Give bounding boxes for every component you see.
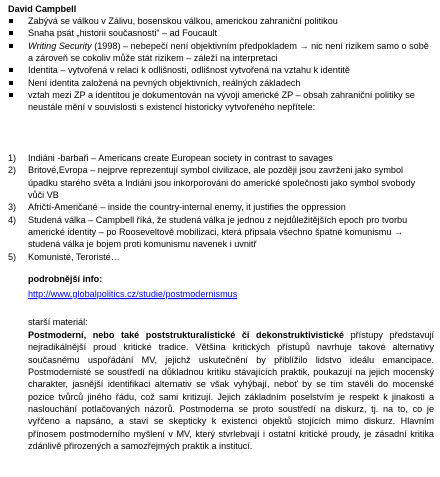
bullet-item	[8, 77, 433, 89]
author-heading: David Campbell	[8, 4, 77, 14]
bullet-text: (1998) – nebepečí není objektivním předpokladem → nic není rizikem samo o sobě a zároveň se cokoliv může stát rizikem – záleží na interpretaci	[28, 40, 429, 64]
numbered-item	[8, 201, 433, 213]
numbered-item	[8, 164, 433, 201]
more-info-label: podrobnější info:	[28, 274, 103, 284]
bullet-icon	[9, 81, 13, 85]
item-text: Afričtí-Američané – inside the country-internal enemy, it justifies the oppression	[28, 202, 346, 213]
item-number: 5)	[8, 251, 17, 262]
bullet-list	[8, 15, 433, 114]
bullet-item	[8, 27, 433, 39]
item-number: 4)	[8, 214, 17, 225]
older-material-label: starší materiál:	[28, 317, 88, 327]
bullet-icon	[9, 19, 13, 23]
paragraph-lead: Postmoderní, nebo také poststrukturalistické či dekonstruktivistické	[28, 330, 344, 340]
numbered-item	[8, 152, 433, 164]
bullet-text: vztah mezi ZP a identitou je dokumentován na vývoji americké ZP – obsah zahraniční politiky se neustále mění v souvislosti s existencí historicky vytvořeného nepřítele:	[28, 90, 415, 113]
numbered-item	[8, 251, 433, 263]
bullet-item	[8, 89, 433, 114]
bullet-text: Zabývá se válkou v Zálivu, bosenskou válkou, americkou zahraniční politikou	[28, 16, 338, 26]
bullet-icon	[9, 44, 13, 48]
bullet-text: Není identita založená na pevných objektivních, reálných základech	[28, 77, 301, 88]
bullet-text: Snaha psát „historii současnosti“ – ad Foucault	[28, 28, 218, 39]
bullet-item	[8, 15, 433, 27]
more-info-link[interactable]: http://www.globalpolitics.cz/studie/postmodernismus	[28, 289, 238, 299]
book-title: Writing Security	[28, 40, 92, 51]
bullet-item	[8, 40, 433, 65]
item-number: 2)	[8, 165, 17, 176]
numbered-list	[8, 152, 433, 263]
bullet-icon	[9, 68, 13, 72]
paragraph-text: přístupy představují nejradikálnější proud kritické tradice. Většina kritických přístupů navrhuje takové alternativy současnému uspořádání MV, jejichž uskutečnění by přiblížilo lidstvo ideálu emancipace. Postmodernisté se soustředí na důkladnou kritiku stávajících praktik, poukazují na jejich mocenský charakter, jasnější identifikaci alternativ se však vyhýbají, neboť by se tím stavěli do mocenské pozice tvůrců jiného řádu, což sami kritizují. Jejich základním poselstvím je respekt k jinakosti a naslouchání potlačovaných názorů. Postmoderna se proto soustředí na diskurz, tj. na to, co je vyřčeno a napsáno, a staví se skepticky k existenci objektů stojících mimo diskurz. Hlavním přínosem postmoderního myšlení v MV, který stvrlebvají i ostatní kritické proudy, je zásadní kritika zdánlivě přirozených a samozřejmých praktik a institucí.	[28, 330, 435, 452]
bullet-icon	[9, 93, 13, 97]
bullet-text: Identita – vytvořená v relaci k odlišnosti, odlišnost vytvořená na vztahu k identitě	[28, 65, 350, 76]
item-number: 3)	[8, 202, 17, 213]
item-text: Studená válka – Campbell říká, že studená válka je jednou z nejdůležitějších epoch pro tvorbu americké identity – po Rooseveltově mobilizaci, která připsala všechno špatné komunismu → studená válka je bojem proti komunismu navenek i uvnitř	[28, 214, 408, 250]
item-text: Komunisté, Teroristé…	[28, 251, 120, 262]
item-text: Indiáni -barbaři – Americans create European society in contrast to savages	[28, 153, 333, 163]
postmodern-paragraph	[28, 329, 434, 452]
numbered-item	[8, 214, 433, 251]
bullet-item	[8, 64, 433, 76]
item-text: Britové,Evropa – nejprve reprezentují symbol civilizace, ale později jsou zavrženi jako symbol úpadku starého světa a Indiáni jsou inkorporováni do americké společnosti jako symbol svobody vůči VB	[28, 165, 416, 201]
bullet-icon	[9, 31, 13, 35]
item-number: 1)	[8, 153, 17, 163]
